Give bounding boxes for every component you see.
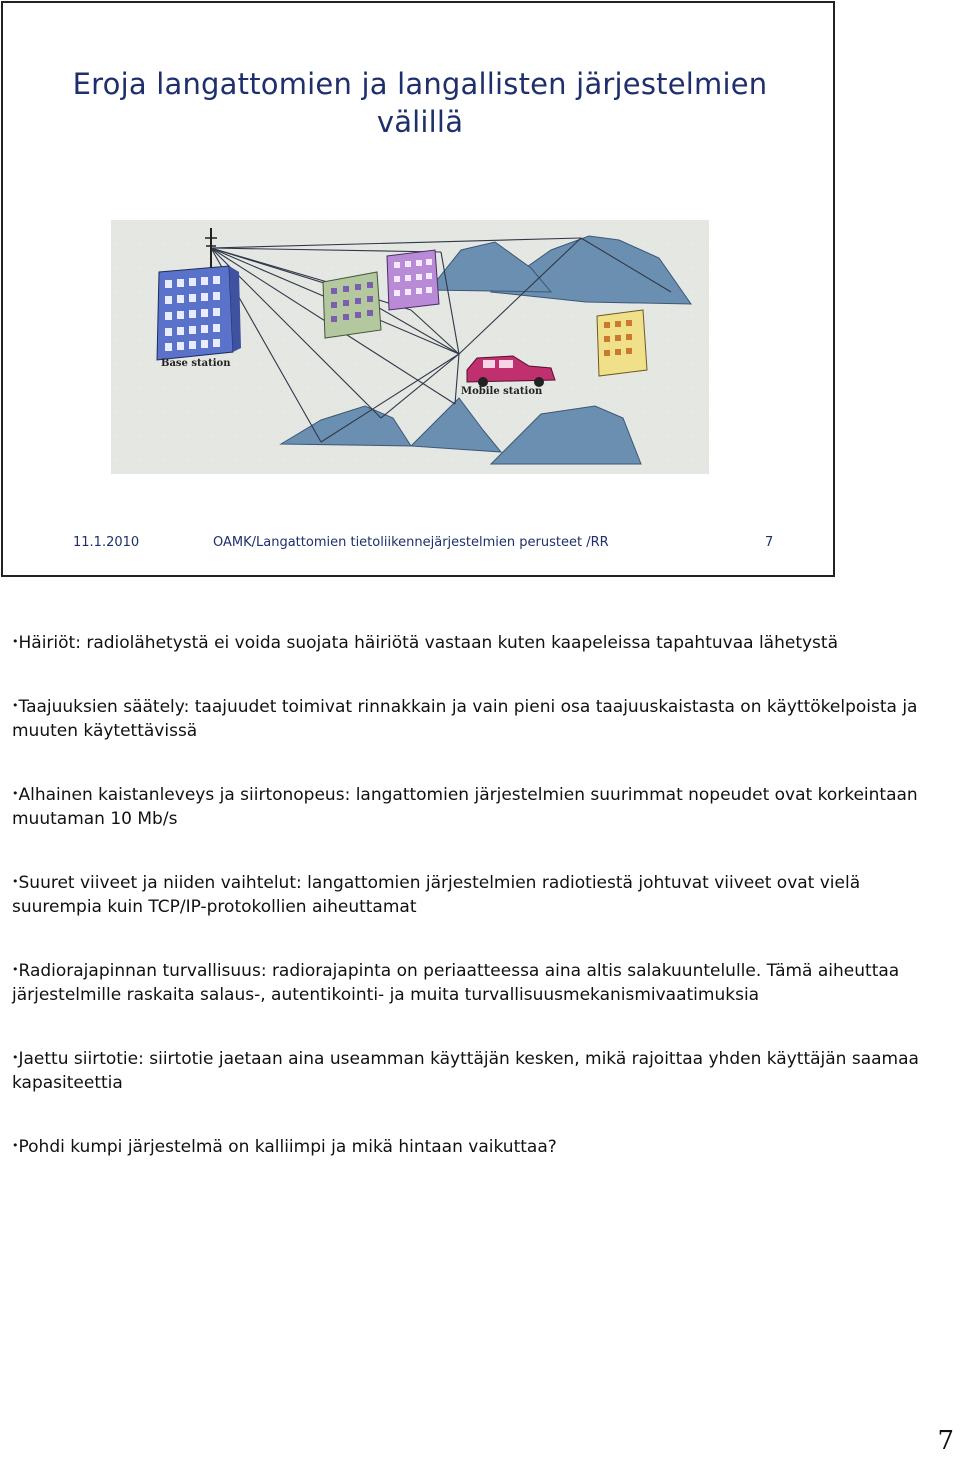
mobile-station-label: Mobile station — [461, 386, 543, 397]
note-item: • Pohdi kumpi järjestelmä on kalliimpi ja mikä hintaan vaikuttaa? — [12, 1134, 942, 1159]
note-item: • Radiorajapinnan turvallisuus: radiorajapinta on periaatteessa aina altis salakuuntelulle. Tämä aiheuttaa järjestelmille raskaita salaus-, autentikointi- ja muita turvallisuusmekanismivaatimuksia — [12, 958, 942, 1007]
note-item: • Alhainen kaistanleveys ja siirtonopeus: langattomien järjestelmien suurimmat nopeudet ovat korkeintaan muutaman 10 Mb/s — [12, 782, 942, 831]
mobile-radio-propagation-figure — [111, 220, 709, 474]
slide-title — [3, 65, 837, 141]
note-item: • Taajuuksien säätely: taajuudet toimivat rinnakkain ja vain pieni osa taajuuskaistasta on käyttökelpoista ja muuten käytettävissä — [12, 694, 942, 743]
footer-date: 11.1.2010 — [73, 535, 140, 550]
page-number: 7 — [937, 1426, 954, 1456]
footer-course: OAMK/Langattomien tietoliikennejärjestelmien perusteet /RR — [213, 535, 609, 550]
slide — [1, 1, 835, 577]
slide-footer — [3, 535, 837, 555]
notes — [12, 630, 942, 1198]
yellow-building — [597, 310, 647, 376]
note-item: • Suuret viiveet ja niiden vaihtelut: langattomien järjestelmien radiotiestä johtuvat viiveet ovat vielä suurempia kuin TCP/IP-protokollien aiheuttamat — [12, 870, 942, 919]
slide-title-line-2: välillä — [376, 105, 464, 139]
footer-slide-number: 7 — [765, 535, 774, 550]
base-station-label: Base station — [161, 358, 231, 369]
note-item: • Jaettu siirtotie: siirtotie jaetaan aina useamman käyttäjän kesken, mikä rajoittaa yhden käyttäjän saamaa kapasiteettia — [12, 1046, 942, 1095]
slide-title-line-1: Eroja langattomien ja langallisten järjestelmien — [72, 67, 768, 101]
purple-building — [387, 250, 439, 310]
note-item: • Häiriöt: radiolähetystä ei voida suojata häiriötä vastaan kuten kaapeleissa tapahtuvaa lähetystä — [12, 630, 942, 655]
green-building — [323, 272, 381, 338]
